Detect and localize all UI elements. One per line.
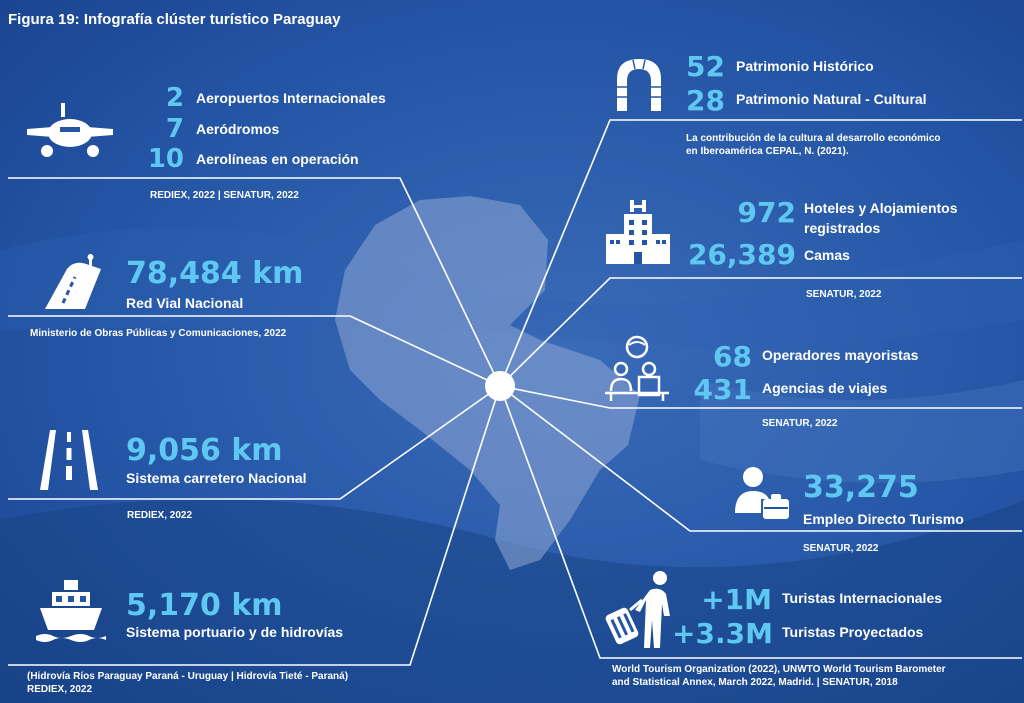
highway-icon (40, 430, 98, 490)
ship-icon (36, 580, 106, 642)
highway-label: Sistema carretero Nacional (126, 470, 307, 486)
tourists-num-0: +1M (701, 583, 772, 616)
employment-label: Empleo Directo Turismo (803, 511, 964, 527)
agency-label-0: Operadores mayoristas (762, 347, 919, 363)
port-label: Sistema portuario y de hidrovías (126, 624, 344, 640)
agency-num-0: 68 (713, 340, 752, 373)
arch-icon (613, 57, 665, 111)
highway-num: 9,056 km (126, 433, 283, 468)
agency-num-1: 431 (693, 373, 752, 406)
heritage-label-0: Patrimonio Histórico (736, 58, 874, 74)
port-source-1: (Hidrovía Ríos Paraguay Paraná - Uruguay | Hidrovía Tieté - Paraná) (27, 671, 349, 682)
hotel-label-0b: registrados (804, 220, 881, 236)
air-label-1: Aeródromos (196, 121, 280, 137)
port-num: 5,170 km (126, 588, 283, 623)
heritage-source-1: La contribución de la cultura al desarrollo económico (686, 133, 941, 144)
airplane-icon (25, 103, 115, 161)
air-label-0: Aeropuertos Internacionales (196, 90, 386, 106)
heritage-num-0: 52 (686, 50, 725, 83)
page-title: Figura 19: Infografía clúster turístico Paraguay (8, 11, 341, 28)
hub-circle (485, 371, 515, 401)
air-source: REDIEX, 2022 | SENATUR, 2022 (150, 190, 299, 201)
tourists-source-2: and Statistical Annex, March 2022, Madrid. | SENATUR, 2018 (612, 677, 898, 688)
hotel-icon (606, 200, 670, 264)
tourists-label-0: Turistas Internacionales (782, 590, 943, 606)
employment-source: SENATUR, 2022 (803, 543, 879, 554)
road-icon (45, 255, 107, 309)
heritage-num-1: 28 (686, 84, 725, 117)
hotel-num-1: 26,389 (687, 238, 796, 271)
hotel-num-0: 972 (737, 196, 796, 229)
air-num-1: 7 (165, 114, 184, 144)
hotel-source: SENATUR, 2022 (806, 289, 882, 300)
tourists-num-1: +3.3M (672, 617, 773, 650)
air-num-2: 10 (147, 144, 184, 174)
heritage-label-1: Patrimonio Natural - Cultural (736, 91, 927, 107)
travel-agents-icon (603, 335, 671, 403)
hotel-label-0a: Hoteles y Alojamientos (804, 200, 958, 216)
highway-source: REDIEX, 2022 (127, 510, 193, 521)
road-source: Ministerio de Obras Públicas y Comunicaciones, 2022 (30, 328, 287, 339)
agency-source: SENATUR, 2022 (762, 418, 838, 429)
road-label: Red Vial Nacional (126, 295, 244, 311)
tourists-source-1: World Tourism Organization (2022), UNWTO World Tourism Barometer (612, 664, 946, 675)
tourists-label-1: Turistas Proyectados (782, 624, 924, 640)
employment-num: 33,275 (803, 470, 919, 505)
hotel-label-1: Camas (804, 247, 850, 263)
employee-icon (735, 467, 789, 519)
port-source-2: REDIEX, 2022 (27, 684, 93, 695)
traveler-icon (602, 570, 678, 648)
road-num: 78,484 km (126, 256, 304, 291)
air-label-2: Aerolíneas en operación (196, 151, 359, 167)
air-num-0: 2 (165, 83, 184, 113)
heritage-source-2: en Iberoamérica CEPAL, N. (2021). (686, 146, 849, 157)
agency-label-1: Agencias de viajes (762, 380, 888, 396)
